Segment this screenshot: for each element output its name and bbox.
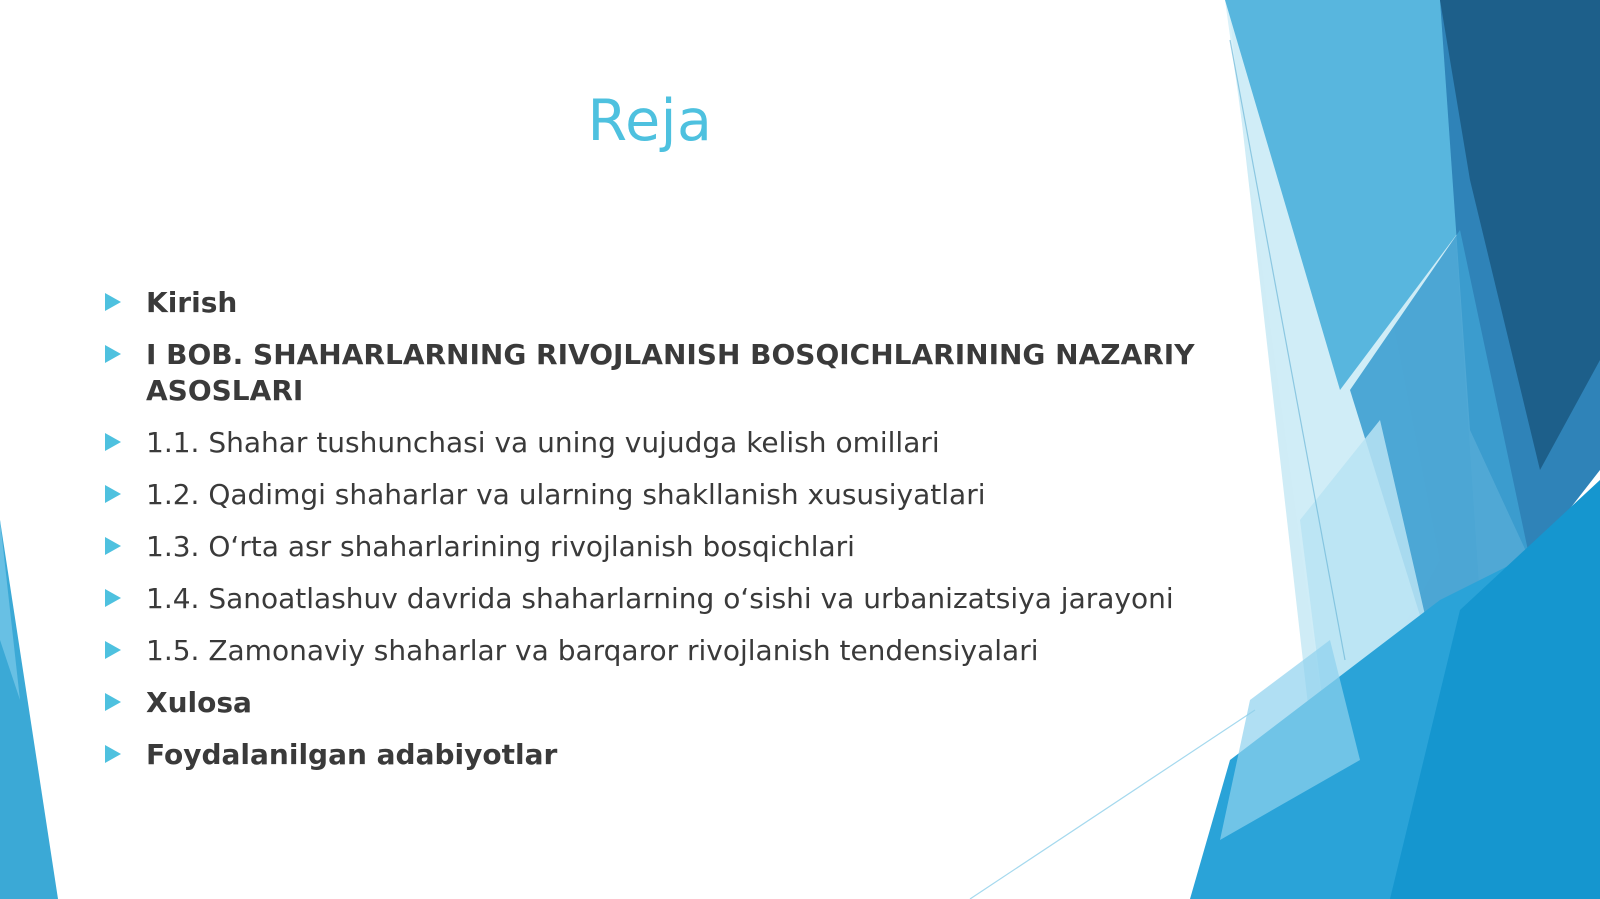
triangle-bullet-icon: [104, 432, 122, 452]
triangle-bullet-icon: [104, 692, 122, 712]
plan-item-section-1-4: [102, 581, 1222, 617]
plan-item-adabiyotlar: [102, 737, 1222, 773]
slide-title: Reja: [587, 88, 713, 154]
plan-item-text: 1.1. Shahar tushunchasi va uning vujudga kelish omillari: [146, 426, 940, 459]
plan-item-text: Kirish: [146, 286, 238, 319]
plan-item-section-1-3: [102, 529, 1222, 565]
plan-item-chapter-1: [102, 337, 1222, 409]
plan-item-text: 1.3. O‘rta asr shaharlarining rivojlanish bosqichlari: [146, 530, 855, 563]
triangle-bullet-icon: [104, 640, 122, 660]
plan-item-kirish: [102, 285, 1222, 321]
plan-item-text: 1.2. Qadimgi shaharlar va ularning shakllanish xususiyatlari: [146, 478, 986, 511]
plan-item-text: 1.4. Sanoatlashuv davrida shaharlarning o‘sishi va urbanizatsiya jarayoni: [146, 582, 1174, 615]
left-edge-shape: [0, 520, 58, 899]
triangle-bullet-icon: [104, 536, 122, 556]
triangle-bullet-icon: [104, 344, 122, 364]
plan-item-section-1-2: [102, 477, 1222, 513]
plan-item-text: Xulosa: [146, 686, 252, 719]
triangle-bullet-icon: [104, 744, 122, 764]
plan-item-xulosa: [102, 685, 1222, 721]
triangle-bullet-icon: [104, 588, 122, 608]
plan-item-section-1-1: [102, 425, 1222, 461]
plan-list: [102, 285, 1222, 789]
plan-item-text: Foydalanilgan adabiyotlar: [146, 738, 558, 771]
plan-item-text: 1.5. Zamonaviy shaharlar va barqaror rivojlanish tendensiyalari: [146, 634, 1039, 667]
triangle-bullet-icon: [104, 292, 122, 312]
triangle-bullet-icon: [104, 484, 122, 504]
plan-item-text: I BOB. SHAHARLARNING RIVOJLANISH BOSQICHLARINING NAZARIY ASOSLARI: [146, 338, 1195, 407]
plan-item-section-1-5: [102, 633, 1222, 669]
